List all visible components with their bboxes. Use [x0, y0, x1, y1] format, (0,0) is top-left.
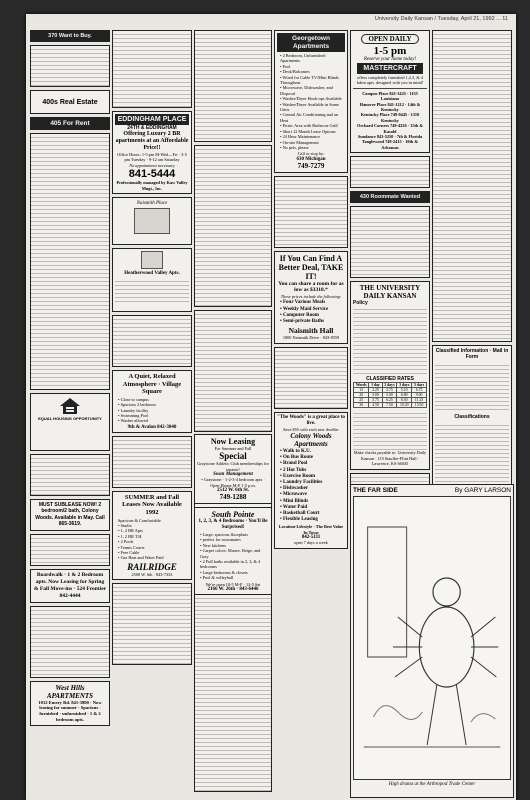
roommate-listings [350, 206, 430, 278]
running-head: University Daily Kansan / Tuesday, April 21, 1992 ... 11 [374, 16, 508, 22]
want-to-buy-banner: 370 Want to Buy. [30, 30, 110, 42]
tree-icon [141, 251, 163, 269]
column-2 [112, 30, 192, 796]
listings-col3-bottom [194, 590, 272, 792]
listings-col3-mid [194, 310, 272, 432]
boardwalk-ad: Boardwalk · 1 & 2 Bedroom apts. Now Leasing for Spring & Fall Move-ins · 524 Frontier 842-4444 [30, 569, 110, 603]
udk-classified-box: THE UNIVERSITY DAILY KANSAN Policy CLASSIFIED RATES Words 1 day 2 days 3 days 5 days 15 2.25 3.75 5.10 6.75 20 3.00 5.00 6.80 9.00 25 3.75 6.25 8.50 11.25 30 4.50 7.50 10.20 13.50 Make checks payable to: University Daily Kansan · 119 Stauffer-Flint Hall · Lawrence, KS 66045 [350, 281, 430, 469]
listings-col2-top [112, 30, 192, 108]
mastercraft-ad: OPEN DAILY 1-5 pm Reserve your home today! MASTERCRAFT offers completely furnished 1,2,3, & 4 bdrm apts. designed with you in mind! Campus Place 841-3425 · 1155 Louisiana Hanover Place 841-1212 · 14th & Kentucky Kentucky Place 749-0445 · 1310 Kentucky Orchard Corners 749-4226 · 15th & Kasold Sundance 843-5250 · 7th & Florida Tanglewood 749-2415 · 10th & Arkansas [350, 30, 430, 153]
naismith-place-ad: Naismith Place [112, 197, 192, 245]
cartoon-caption: High drama at the Arthropod Trade Center [388, 782, 476, 787]
roommate-wanted-banner: 430 Roommate Wanted [350, 191, 430, 203]
want-to-buy-listings [30, 45, 110, 87]
newspaper-page [26, 14, 516, 800]
listings-small-3 [30, 606, 110, 678]
listings-small-2 [30, 534, 110, 566]
village-square-ad: A Quiet, Relaxed Atmosphere · Village Square • Close to campus • Spacious 2 bedroom • Laundry facility • Swimming Pool • Washer allowed 9th & Avalon 842-3040 [112, 370, 192, 433]
listings-col2-bottom [112, 583, 192, 665]
colony-woods-ad: "The Woods" is a great place to live. Save $55 with each new dweller Colony Woods Apartments • Walk to K.U. • On Bus Route • Brand Pool • 2 Hot Tubs • Exercise Room • Laundry Facilities • Dishwasher • Microwave • Mini Blinds • Water Paid • Basketball Court • Flexible Leasing Location-Lifestyle · The Best Value In Town 842-5111 open 7 days a week [274, 412, 348, 549]
listings-col6-top [432, 30, 512, 342]
building-icon [134, 208, 170, 234]
heatherwood-ad: Heatherwood Valley Apts. [112, 248, 192, 312]
railridge-ad: SUMMER and Fall Leases Now Available 1992 Spacious & Comfortable • Studio • 1, 2 BR Apts • 1, 2 BR T.H. • 2 Pools • Tennis Courts • Free Cable • Gas Heat and Water Paid RAILRIDGE 2500 W. 6th · 843-7333 [112, 491, 192, 580]
real-estate-header: 400s Real Estate [30, 90, 110, 114]
listings-col2-mid [112, 315, 192, 367]
south-pointe-ad: South Pointe 1, 2, 3, & 4 Bedrooms · You'll Be Surprised! • Large, spacious floorplans • perfect for roommates • New kitchens • Carpet colors: Mauve, Beige, and Gray • 2 Full baths available in 2, 3, & 4 bedrooms • Large bedrooms & closets • Pool & volleyball We're open 10-5 M-F · 12-5 Sat 2166 W. 26th · 843-6446 [194, 507, 272, 595]
equal-housing-icon [59, 397, 81, 415]
cartoon-drawing [353, 496, 511, 780]
for-rent-banner: 405 For Rent [30, 117, 110, 130]
listings-col2-low [112, 436, 192, 488]
column-3 [194, 30, 272, 796]
listings-col4-a [274, 176, 348, 248]
eddingham-ad: EDDINGHAM PLACE 24TH & EDDINGHAM Offering Luxury 2 BR apartments at an Affordable Price!! Office Hours: 1-5 pm M-Wed—Fri · 3-5 pm Tuesday · 9-12 am Saturday No appointment necessary 841-5444 Professionally managed by Kaw Valley Mngt., Inc. [112, 111, 192, 194]
for-rent-listings [30, 133, 110, 390]
listings-small [30, 454, 110, 496]
west-hills-ad: West Hills APARTMENTS 1012 Emery Rd. 841-3800 · Now leasing for summer · Spacious · furnished · unfurnished · 1 & 2 bedroom apts. [30, 681, 110, 726]
far-side-artist: By GARY LARSON [454, 487, 511, 494]
swan-management-ad: Now Leasing For Summer and Fall Special Graystone Athletic Club memberships for tenants! Swan Management • Graystone · 1-2-3-4 bedroom apts · Open House M-F 1-5 p.m. 2512 W. 6th St. 749-1288 [194, 434, 272, 504]
georgetown-ad: Georgetown Apartments • 2 Bedroom, Unfurnished Apartments • Pool • Deck/Balconies • Wired for Cable TV/Mini Blinds Throughout • Microwave, Dishwasher, and Disposal • Washer/Dryer Hook-ups Available • Washer/Dryer Available in Some Units • Central Air Conditioning and an Heat • Picnic Area with Barbecue Grill • Short 12 Month Lease Options • 24 Hour Maintenance • On-site Management • No pets, please Call or stop by: 630 Michigan 749-7279 [274, 30, 348, 173]
listings-col3-upper [194, 145, 272, 307]
classified-info-box: Classified Information · Mail in Form Classifications [432, 345, 512, 491]
equal-housing-label: EQUAL HOUSING OPPORTUNITY [38, 416, 102, 421]
naismith-hall-ad: If You Can Find A Better Deal, TAKE IT! You can share a room for as low as $3318.* These prices include the following: • Four Various Meals • Weekly Maid Service • Computer Room • Semi-private Baths Naismith Hall 1800 Naismith Drive · 843-8559 [274, 251, 348, 344]
listings-col3-top [194, 30, 272, 142]
sublease-ad: MUST SUBLEASE NOW! 2 bedroom/2 bath, Colony Woods. Available in May. Call 865-3619. [30, 499, 110, 531]
listings-col4-b [274, 347, 348, 409]
rates-table: Words 1 day 2 days 3 days 5 days 15 2.25 3.75 5.10 6.75 20 3.00 5.00 6.80 9.00 25 3.75 6.25 8.50 11.25 30 4.50 7.50 10.20 13.50 [353, 382, 427, 408]
listings-col5-a [350, 156, 430, 188]
col3-ads [194, 434, 272, 598]
column-4 [274, 30, 348, 796]
far-side-cartoon [350, 484, 514, 798]
column-1 [30, 30, 110, 796]
far-side-title: THE FAR SIDE [353, 487, 398, 494]
equal-housing-box [30, 393, 110, 451]
